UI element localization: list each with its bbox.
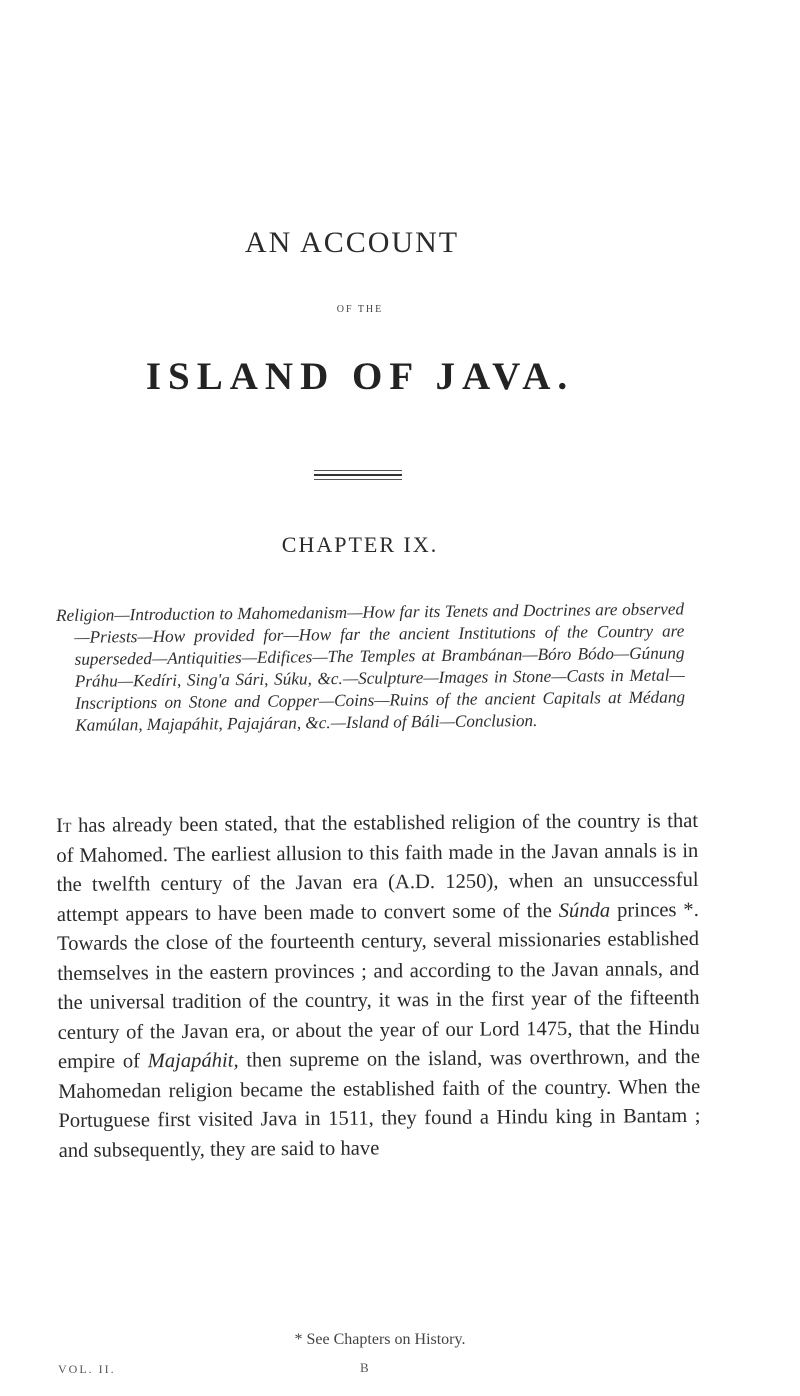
body-sunda: Súnda: [558, 899, 611, 922]
title-rule-top: [314, 470, 402, 471]
title-of-the: OF THE: [336, 304, 384, 315]
body-paragraph: [56, 807, 701, 1166]
lead-word: It: [56, 814, 72, 837]
title-rule-bottom: [314, 479, 402, 480]
body-part-1: has already been stated, that the established religion of the country is that of Mahomed. The earliest allusion to this faith made in the Javan annals is in the twelfth century of the Javan era (A.D. 1250), when an unsuccessful attempt appears to have been made to convert some of the: [56, 809, 699, 926]
chapter-summary: Religion—Introduction to Mahomedanism—How far its Tenets and Doctrines are observed—Priests—How provided for—How far the ancient Institutions of the Country are superseded—Antiquities—Edifices—The Temples at Brambánan—Bóro Bódo—Gúnung Práhu—Kedíri, Sing'a Sári, Súku, &c.—Sculpture—Images in Stone—Casts in Metal—Inscriptions on Stone and Copper—Coins—Ruins of the ancient Capitals at Médang Kamúlan, Majapáhit, Pajajáran, &c.—Island of Báli—Conclusion.: [56, 599, 686, 735]
body-part-2: princes *. Towards the close of the fourteenth century, several missionaries established themselves in the eastern provinces ; and according to the Javan annals, and the universal tradition of the country, it was in the first year of the fifteenth century of the Javan era, or about the year of our Lord 1475, that the Hindu empire of: [56, 898, 700, 1073]
signature-mark: B: [360, 1360, 369, 1375]
title-rule-middle: [314, 474, 402, 476]
body-majapahit: Majapáhit,: [147, 1049, 239, 1073]
title-main: AN ACCOUNT: [244, 226, 460, 259]
title-island: ISLAND OF JAVA.: [145, 355, 575, 398]
body-part-3: then supreme on the island, was overthrown, and the Mahomedan religion became the established faith of the country. When the Portuguese first visited Java in 1511, they found a Hindu king in Bantam ; and subsequently, they are said to have: [58, 1045, 701, 1162]
footnote: * See Chapters on History.: [294, 1331, 466, 1348]
chapter-heading: CHAPTER IX.: [281, 532, 439, 557]
volume-label: VOL. II.: [58, 1362, 116, 1376]
